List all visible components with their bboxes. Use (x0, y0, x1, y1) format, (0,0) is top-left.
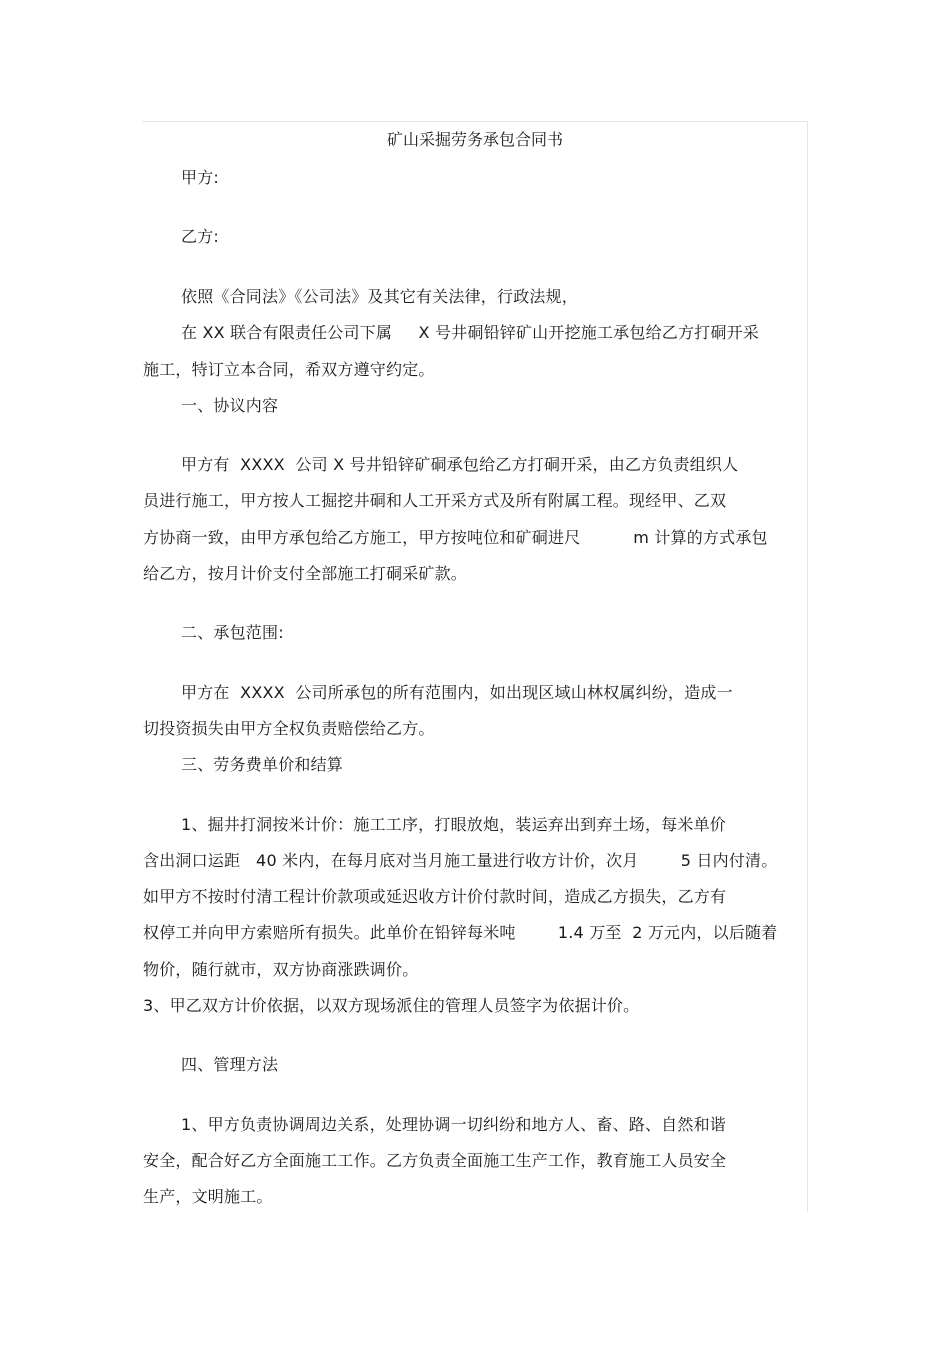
section-heading: 一、协议内容 (181, 396, 279, 415)
paragraph-line: 物价，随行就市，双方协商涨跌调价。 (143, 960, 419, 979)
paragraph-line: 生产，文明施工。 (143, 1187, 273, 1206)
paragraph-line: 含出洞口运距 40 米内，在每月底对当月施工量进行收方计价，次月 5 日内付清。 (143, 851, 778, 870)
paragraph-line: 3、甲乙双方计价依据，以双方现场派住的管理人员签字为依据计价。 (143, 996, 640, 1015)
section-heading: 二、承包范围: (181, 623, 284, 642)
section-heading: 三、劳务费单价和结算 (181, 755, 344, 774)
paragraph-line: 甲方在 XXXX 公司所承包的所有范围内，如出现区域山林权属纠纷，造成一 (181, 683, 733, 702)
paragraph-line: 权停工并向甲方索赔所有损失。此单价在铅锌每米吨 1.4 万至 2 万元内，以后随着 (143, 923, 778, 942)
paragraph-line: 切投资损失由甲方全权负责赔偿给乙方。 (143, 719, 435, 738)
paragraph-line: 甲方有 XXXX 公司 X 号井铅锌矿硐承包给乙方打硐开采，由乙方负责组织人 (181, 455, 739, 474)
paragraph-line: 1、甲方负责协调周边关系，处理协调一切纠纷和地方人、畜、路、自然和谐 (181, 1115, 726, 1134)
paragraph-line: 给乙方，按月计价支付全部施工打硐采矿款。 (143, 564, 468, 583)
paragraph-line: 1、掘井打洞按米计价：施工工序，打眼放炮，装运弃出到弃土场，每米单价 (181, 815, 726, 834)
document-title: 矿山采掘劳务承包合同书 (386, 130, 563, 149)
preamble-line: 依照《合同法》《公司法》及其它有关法律，行政法规， (181, 287, 579, 306)
paragraph-line: 方协商一致，由甲方承包给乙方施工，甲方按吨位和矿硐进尺 m 计算的方式承包 (143, 528, 768, 547)
page-border (142, 121, 808, 1212)
party-a-label: 甲方: (181, 168, 219, 187)
section-heading: 四、管理方法 (181, 1055, 279, 1074)
party-b-label: 乙方: (181, 227, 219, 246)
paragraph-line: 安全，配合好乙方全面施工工作。乙方负责全面施工生产工作，教育施工人员安全 (143, 1151, 727, 1170)
preamble-line: 在 XX 联合有限责任公司下属 X 号井硐铅锌矿山开挖施工承包给乙方打硐开采 (181, 323, 759, 342)
paragraph-line: 如甲方不按时付清工程计价款项或延迟收方计价付款时间，造成乙方损失，乙方有 (143, 887, 727, 906)
preamble-line: 施工，特订立本合同，希双方遵守约定。 (143, 360, 435, 379)
paragraph-line: 员进行施工，甲方按人工掘挖井硐和人工开采方式及所有附属工程。现经甲、乙双 (143, 491, 727, 510)
